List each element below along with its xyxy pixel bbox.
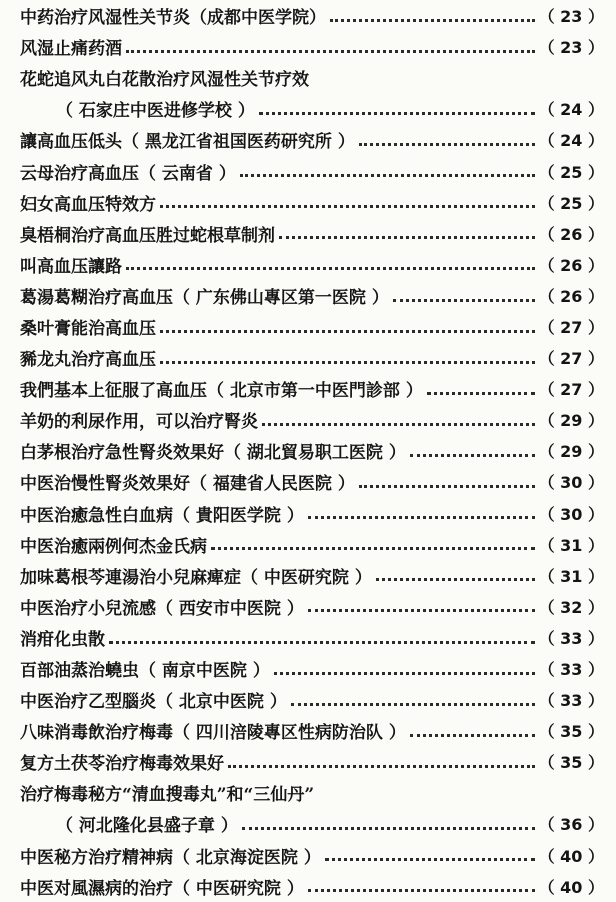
dot-leader <box>393 299 535 302</box>
dot-leader <box>427 392 535 395</box>
page-number: （ 29 ） <box>537 439 604 462</box>
page-number: （ 36 ） <box>537 812 604 835</box>
dot-leader <box>228 765 535 768</box>
entry-title: 葛湯葛糊治疗高血压（ 广东佛山專区第一医院 ） <box>20 283 391 308</box>
toc-entry <box>0 124 616 155</box>
page-number: （ 24 ） <box>537 128 604 151</box>
page-number: （ 23 ） <box>537 4 604 27</box>
entry-title: 中医治癒兩例何杰金氏病 <box>20 532 209 557</box>
dot-leader <box>259 112 535 115</box>
page-number: （ 26 ） <box>537 222 604 245</box>
page-number: （ 23 ） <box>537 35 604 58</box>
toc-entry <box>0 311 616 342</box>
toc-entry <box>0 529 616 560</box>
page-number: （ 29 ） <box>537 408 604 431</box>
toc-entry <box>0 840 616 871</box>
entry-title: 中医治癒急性白血病（ 貴阳医学院 ） <box>20 501 306 526</box>
dot-leader <box>160 205 535 208</box>
toc-entry <box>0 653 616 684</box>
dot-leader <box>160 361 535 364</box>
dot-leader <box>291 703 535 706</box>
toc-entry <box>0 498 616 529</box>
toc-entry <box>0 0 616 31</box>
entry-title: 风湿止痛药酒 <box>20 34 124 59</box>
page-number: （ 27 ） <box>537 377 604 400</box>
entry-title: 云母治疗高血压（ 云南省 ） <box>20 159 238 184</box>
dot-leader <box>211 547 535 550</box>
toc-entry <box>0 622 616 653</box>
toc-entry <box>0 466 616 497</box>
dot-leader <box>242 827 535 830</box>
dot-leader <box>262 423 535 426</box>
entry-title: 中医治慢性腎炎效果好（ 福建省人民医院 ） <box>20 469 357 494</box>
dot-leader <box>126 267 535 270</box>
entry-title: 八味消毒飲治疗梅毒（ 四川涪陵專区性病防治队 ） <box>20 718 408 743</box>
toc-entry <box>0 715 616 746</box>
page-number: （ 30 ） <box>537 502 604 525</box>
dot-leader <box>410 454 535 457</box>
entry-title: 中医治疗小兒流感（ 西安市中医院 ） <box>20 594 306 619</box>
page-number: （ 40 ） <box>537 875 604 898</box>
entry-title: 中医对風濕病的治疗（ 中医研究院 ） <box>20 874 306 899</box>
entry-title: 豨龙丸治疗高血压 <box>20 345 158 370</box>
dot-leader <box>359 485 535 488</box>
entry-title: 妇女高血压特效方 <box>20 190 158 215</box>
dot-leader <box>126 50 535 53</box>
entry-title: （ 石家庄中医进修学校 ） <box>56 96 257 121</box>
toc-entry <box>0 435 616 466</box>
page-number: （ 25 ） <box>537 191 604 214</box>
entry-title: 复方土茯苓治疗梅毒效果好 <box>20 749 226 774</box>
entry-title: 消疳化虫散 <box>20 625 107 650</box>
toc-entry <box>0 808 616 839</box>
dot-leader <box>376 578 535 581</box>
toc-entry <box>0 591 616 622</box>
dot-leader <box>274 672 535 675</box>
dot-leader <box>308 889 535 892</box>
toc-entry <box>0 777 616 808</box>
entry-title: （ 河北隆化县盛子章 ） <box>56 811 240 836</box>
entry-title: 讓高血压低头（ 黑龙江省祖国医药研究所 ） <box>20 127 357 152</box>
entry-title: 羊奶的利尿作用，可以治疗腎炎 <box>20 407 260 432</box>
entry-title: 我們基本上征服了高血压（ 北京市第一中医門診部 ） <box>20 376 425 401</box>
toc-entry <box>0 93 616 124</box>
page-number: （ 35 ） <box>537 750 604 773</box>
page-number: （ 30 ） <box>537 470 604 493</box>
page-number: （ 26 ） <box>537 284 604 307</box>
page-number: （ 31 ） <box>537 533 604 556</box>
page-number: （ 27 ） <box>537 346 604 369</box>
page-number: （ 27 ） <box>537 315 604 338</box>
toc-entry <box>0 373 616 404</box>
dot-leader <box>330 19 535 22</box>
page-number: （ 24 ） <box>537 97 604 120</box>
toc-entry <box>0 280 616 311</box>
toc-entry <box>0 746 616 777</box>
dot-leader <box>308 516 535 519</box>
dot-leader <box>359 143 535 146</box>
toc-entry <box>0 871 616 902</box>
toc-entry <box>0 62 616 93</box>
toc-entry <box>0 249 616 280</box>
page-number: （ 33 ） <box>537 657 604 680</box>
page-number: （ 33 ） <box>537 626 604 649</box>
dot-leader <box>240 174 535 177</box>
toc-entry <box>0 187 616 218</box>
entry-title: 叫高血压讓路 <box>20 252 124 277</box>
toc-entry <box>0 404 616 435</box>
entry-title: 花蛇追风丸白花散治疗风湿性关节疗效 <box>20 65 311 90</box>
toc-entry <box>0 342 616 373</box>
entry-title: 白茅根治疗急性腎炎效果好（ 湖北貿易职工医院 ） <box>20 438 408 463</box>
dot-leader <box>308 609 535 612</box>
page-number: （ 35 ） <box>537 719 604 742</box>
dot-leader <box>160 330 535 333</box>
entry-title: 中医治疗乙型腦炎（ 北京中医院 ） <box>20 687 289 712</box>
dot-leader <box>325 858 535 861</box>
toc-entry <box>0 31 616 62</box>
page-number: （ 26 ） <box>537 253 604 276</box>
entry-title: 中药治疗风湿性关节炎（成都中医学院） <box>20 3 328 28</box>
toc-entry <box>0 218 616 249</box>
entry-title: 中医秘方治疗精神病（ 北京海淀医院 ） <box>20 843 323 868</box>
entry-title: 百部油蒸治蟯虫（ 南京中医院 ） <box>20 656 272 681</box>
entry-title: 桑叶膏能治高血压 <box>20 314 158 339</box>
toc-entry <box>0 155 616 186</box>
dot-leader <box>410 734 535 737</box>
page-number: （ 25 ） <box>537 160 604 183</box>
entry-title: 加味葛根芩連湯治小兒麻痺症（ 中医研究院 ） <box>20 563 374 588</box>
dot-leader <box>109 641 535 644</box>
toc-entry <box>0 684 616 715</box>
entry-title: 臭梧桐治疗高血压胜过蛇根草制剂 <box>20 221 277 246</box>
page-number: （ 31 ） <box>537 564 604 587</box>
page-number: （ 33 ） <box>537 688 604 711</box>
entry-title: 治疗梅毒秘方“清血搜毒丸”和“三仙丹” <box>20 780 316 805</box>
toc-entry <box>0 560 616 591</box>
dot-leader <box>279 236 535 239</box>
page-number: （ 32 ） <box>537 595 604 618</box>
page-number: （ 40 ） <box>537 844 604 867</box>
